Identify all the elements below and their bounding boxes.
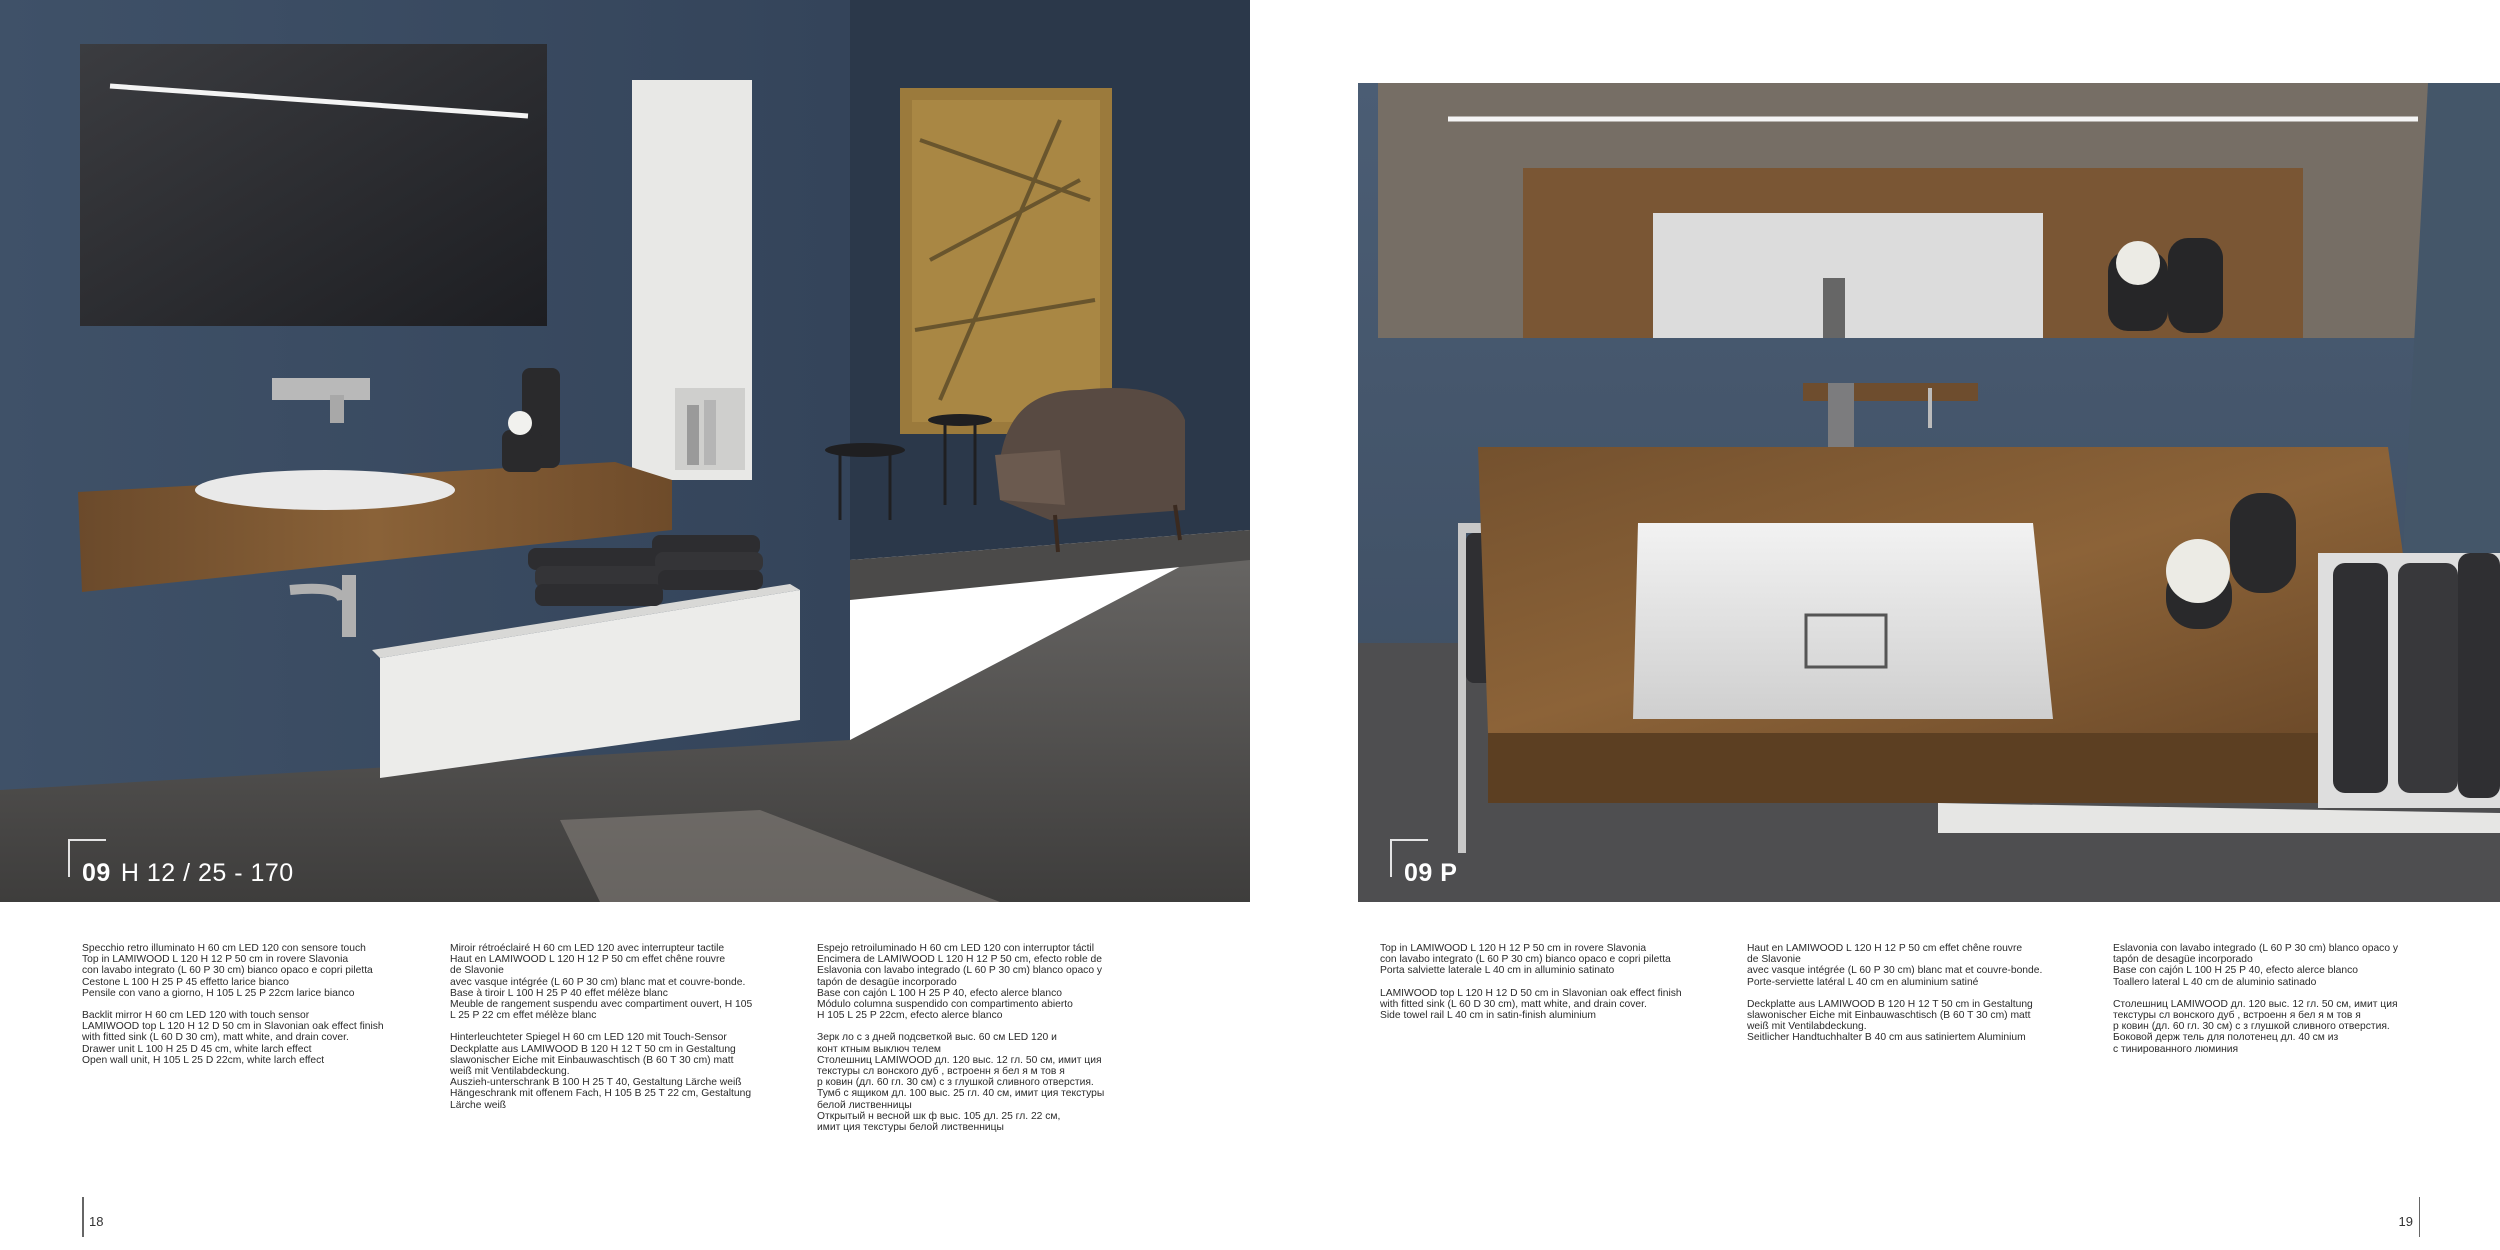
photo-bathroom-left [0,0,1250,902]
description-column-es-ru-right [2113,943,2465,1066]
integrated-sink-right [1633,523,2053,719]
bathroom-scene-right [1358,83,2500,902]
folio-rule [2419,1197,2421,1237]
caption-corner-mark [1390,839,1428,877]
description-spanish: Eslavonia con lavabo integrado (L 60 P 30 cm) blanco opaco y tapón de desagüe incorporado Base con cajón L 100 H 25 P 40, efecto alerce blanco Toallero lateral L 40 cm de aluminio satinado [2113,943,2399,988]
description-italian: Specchio retro illuminato H 60 cm LED 120 con sensore touch Top in LAMIWOOD L 120 H 12 P 50 cm in rovere Slavonia con lavabo integrato (L 60 P 30 cm) bianco opaco e copri piletta Cestone L 100 H 25 P 45 effetto larice bianco Pensile con vano a giorno, H 105 L 25 P 22cm larice bianco [82,943,373,999]
description-spanish: Espejo retroiluminado H 60 cm LED 120 con interruptor táctil Encimera de LAMIWOOD L 120 H 12 P 50 cm, efecto roble de Eslavonia con lavabo integrado (L 60 P 30 cm) blanco opaco y tapón de desagüe incorporado Base con cajón L 100 H 25 P 40, efecto alerce blanco Módulo columna suspendido con compartimento abierto H 105 L 25 P 22cm, efecto alerce blanco [817,943,1103,1022]
description-german: Deckplatte aus LAMIWOOD B 120 H 12 T 50 cm in Gestaltung slawonischer Eiche mit Einbauwaschtisch (B 60 T 30 cm) matt weiß mit Ventilabdeckung. Seitlicher Handtuchhalter B 40 cm aus satiniertem Aluminium [1747,998,2033,1044]
photo-caption-right [1404,859,1467,888]
description-french: Haut en LAMIWOOD L 120 H 12 P 50 cm effet chêne rouvre de Slavonie avec vasque intégrée (L 60 P 30 cm) blanc mat et couvre-bonde. Porte-serviette latéral L 40 cm en aluminium satiné [1747,943,2043,988]
page-number-right [2390,1197,2420,1237]
composition-code: 09 P [1404,859,1458,887]
composition-dimensions: H 12 / 25 - 170 [120,859,294,887]
description-column-es-ru [817,943,1172,1144]
integrated-sink-left [195,470,455,510]
bathroom-scene-left [0,0,1250,902]
description-english: LAMIWOOD top L 120 H 12 D 50 cm in Slavonian oak effect finish with fitted sink (L 60 D 30 cm), matt white, and drain cover. Side towel rail L 40 cm in satin-finish aluminium [1380,987,1682,1022]
page-number: 19 [2398,1214,2413,1229]
photo-caption-left [82,859,294,888]
description-german: Hinterleuchteter Spiegel H 60 cm LED 120 mit Touch-Sensor Deckplatte aus LAMIWOOD B 120 H 12 T 50 cm in Gestaltung slawonischer Eiche mit Einbauwaschtisch (B 60 T 30 cm) matt weiß mit Ventilabdeckung. Auszieh-unterschrank B 100 H 25 T 40, Gestaltung Lärche weiß Hängeschrank mit offenem Fach, H 105 B 25 T 22 cm, Gestaltung Lärche weiß [450,1032,752,1111]
description-column-it-en [82,943,437,1077]
composition-code: 09 [82,859,111,887]
page-number: 18 [89,1214,104,1229]
folio-rule [82,1197,84,1237]
description-russian: Зерк ло с з дней подсветкой выс. 60 см LED 120 и конт ктным выключ телем Столешниц LAMIWOOD дл. 120 выс. 12 гл. 50 см, имит ция текстуры сл вонского дуб , встроенн я бел я м тов я р ковин (дл. 60 гл. 30 см) с з глушкой сливного отверстия. Тумб с ящиком дл. 100 выс. 25 гл. 40 см, имит ция текстуры белой лиственницы Открытый н весной шк ф выс. 105 дл. 25 гл. 22 см, имит ция текстуры белой лиственницы [817,1032,1105,1134]
description-french: Miroir rétroéclairé H 60 cm LED 120 avec interrupteur tactile Haut en LAMIWOOD L 120 H 12 P 50 cm effet chêne rouvre de Slavonie avec vasque intégrée (L 60 P 30 cm) blanc mat et couvre-bonde. Base à tiroir L 100 H 25 P 40 effet mélèze blanc Meuble de rangement suspendu avec compartiment ouvert, H 105 L 25 P 22 cm effet mélèze blanc [450,943,753,1022]
description-russian: Столешниц LAMIWOOD дл. 120 выс. 12 гл. 50 см, имит ция текстуры сл вонского дуб , встроенн я бел я м тов я р ковин (дл. 60 гл. 30 см) с з глушкой сливного отверстия. Боковой держ тель для полотенец дл. 40 см из с тинированного люминия [2113,998,2398,1055]
description-english: Backlit mirror H 60 cm LED 120 with touch sensor LAMIWOOD top L 120 H 12 D 50 cm in Slavonian oak effect finish with fitted sink (L 60 D 30 cm), matt white, and drain cover. Drawer unit L 100 H 25 D 45 cm, white larch effect Open wall unit, H 105 L 25 D 22cm, white larch effect [82,1010,384,1066]
description-column-it-en-right [1380,943,1732,1032]
photo-bathroom-right [1358,83,2500,902]
backlit-mirror [80,44,547,326]
caption-corner-mark [68,839,106,877]
description-column-fr-de [450,943,800,1122]
description-italian: Top in LAMIWOOD L 120 H 12 P 50 cm in rovere Slavonia con lavabo integrato (L 60 P 30 cm) bianco opaco e copri piletta Porta salviette laterale L 40 cm in alluminio satinato [1380,943,1671,977]
description-column-fr-de-right [1747,943,2095,1055]
